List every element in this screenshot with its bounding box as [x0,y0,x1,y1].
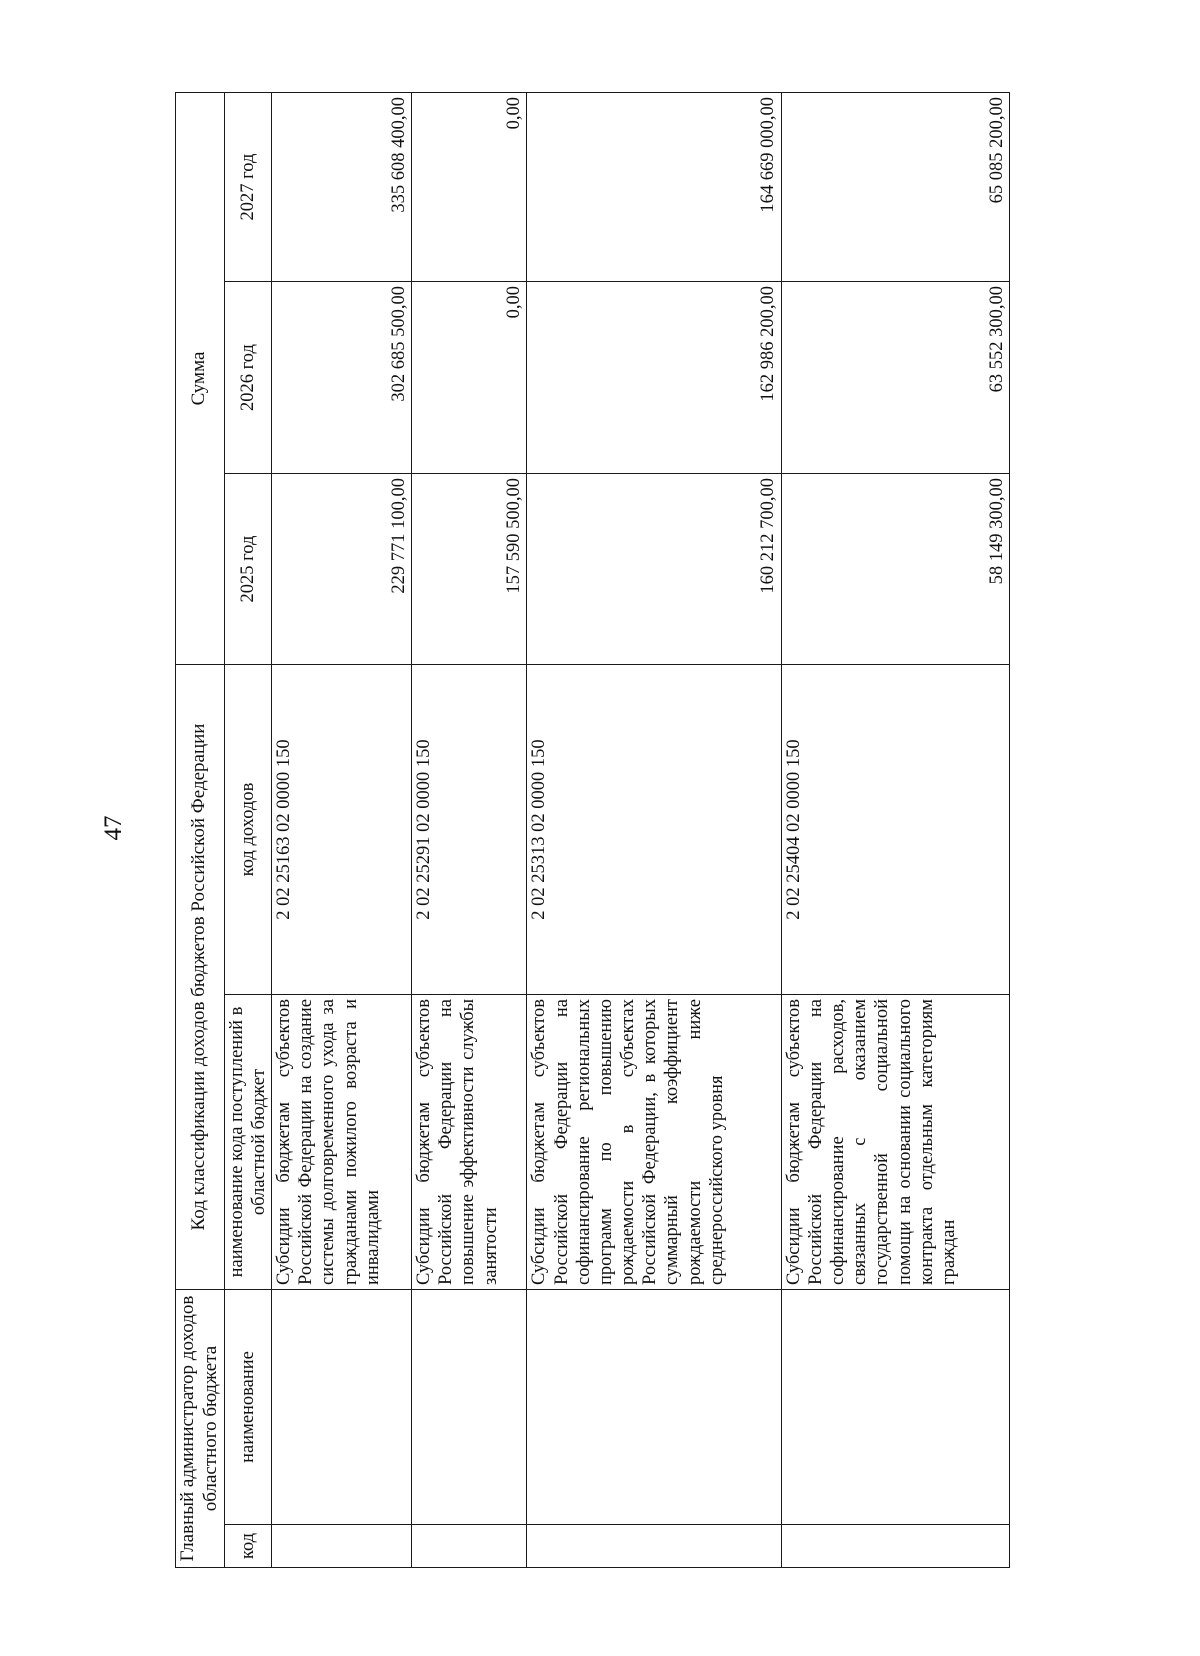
row-income-name: Субсидии бюджетам субъектов Российской Федерации на повышение эффективности службы занятости [412,995,527,1290]
row-admin-name [781,1290,1009,1525]
header-row-group [176,93,225,1568]
header-year-2027: 2027 год [224,93,271,282]
header-income-code: код доходов [224,665,271,995]
income-classification-table [175,92,1010,1568]
table-row [781,93,1009,1568]
row-income-name: Субсидии бюджетам субъектов Российской Федерации на создание системы долговременного ухода за гражданами пожилого возраста и инвалидами [271,995,411,1290]
row-admin-code [527,1525,781,1568]
row-amount-2026: 162 986 200,00 [527,282,781,474]
row-admin-code [412,1525,527,1568]
row-admin-code [271,1525,411,1568]
row-amount-2025: 229 771 100,00 [271,474,411,665]
row-amount-2026: 302 685 500,00 [271,282,411,474]
row-income-code: 2 02 25291 02 0000 150 [412,665,527,995]
header-sum-group: Сумма [176,93,225,665]
page-number: 47 [100,815,127,841]
row-admin-name [412,1290,527,1525]
header-income-name: наименование кода поступлений в областной бюджет [224,995,271,1290]
row-income-name: Субсидии бюджетам субъектов Российской Федерации на софинансирование региональных программ по повышению рождаемости в субъектах Российской Федерации, в которых суммарный коэффициент рождаемости ниже среднероссийского уровня [527,995,781,1290]
row-amount-2026: 0,00 [412,282,527,474]
row-income-code: 2 02 25404 02 0000 150 [781,665,1009,995]
header-admin-name: наименование [224,1290,271,1525]
row-amount-2025: 58 149 300,00 [781,474,1009,665]
table-row [412,93,527,1568]
row-income-name: Субсидии бюджетам субъектов Российской Федерации на софинансирование расходов, связанных с оказанием государственной социальной помощи на основании социального контракта отдельным категориям граждан [781,995,1009,1290]
header-admin-code: код [224,1525,271,1568]
header-year-2026: 2026 год [224,282,271,474]
row-amount-2027: 0,00 [412,93,527,282]
table-row [271,93,411,1568]
header-classification-group: Код классификации доходов бюджетов Российской Федерации [176,665,225,1290]
header-year-2025: 2025 год [224,474,271,665]
row-income-code: 2 02 25313 02 0000 150 [527,665,781,995]
rotated-table-container [175,93,1010,1568]
table-row [527,93,781,1568]
row-amount-2027: 335 608 400,00 [271,93,411,282]
row-amount-2025: 160 212 700,00 [527,474,781,665]
row-admin-name [271,1290,411,1525]
row-amount-2027: 164 669 000,00 [527,93,781,282]
row-amount-2025: 157 590 500,00 [412,474,527,665]
row-amount-2027: 65 085 200,00 [781,93,1009,282]
header-admin-group: Главный администратор доходов областного бюджета [176,1290,225,1568]
row-admin-name [527,1290,781,1525]
row-admin-code [781,1525,1009,1568]
header-row-columns [224,93,271,1568]
row-income-code: 2 02 25163 02 0000 150 [271,665,411,995]
row-amount-2026: 63 552 300,00 [781,282,1009,474]
